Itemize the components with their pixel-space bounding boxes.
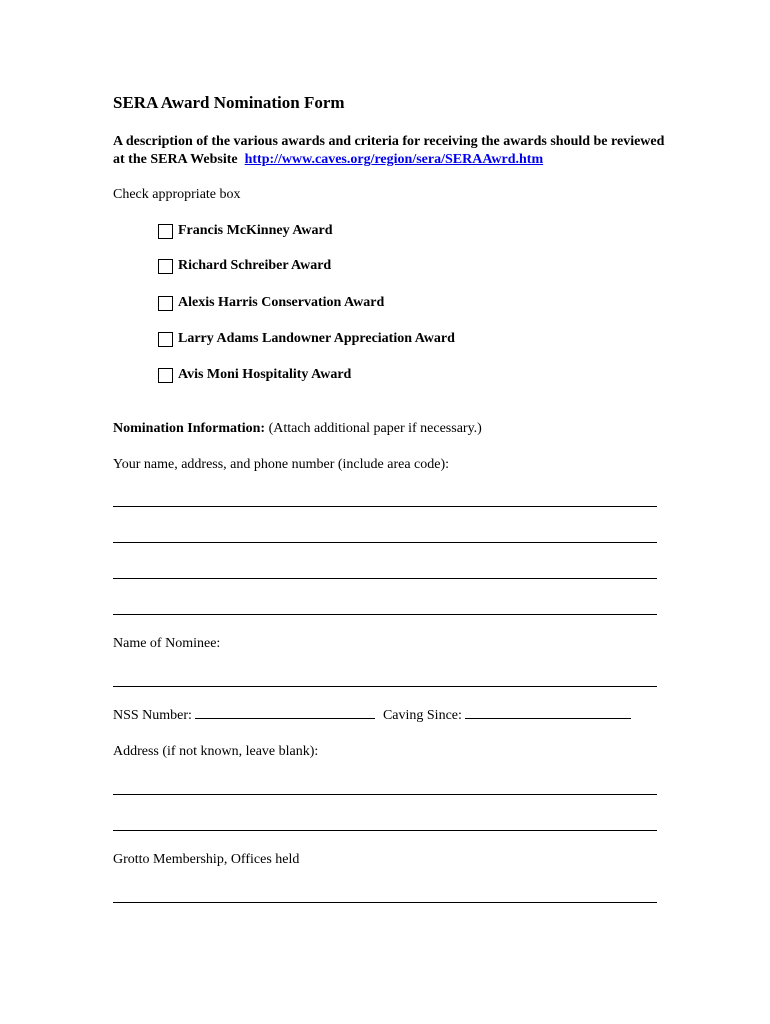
award-option-moni[interactable] xyxy=(158,367,351,383)
checkbox[interactable] xyxy=(158,259,173,274)
award-option-harris[interactable] xyxy=(158,295,384,311)
checkbox[interactable] xyxy=(158,224,173,239)
nomination-info xyxy=(113,421,482,437)
your-info-line-1[interactable] xyxy=(113,506,657,507)
address-line-2[interactable] xyxy=(113,830,657,831)
award-label: Alexis Harris Conservation Award xyxy=(178,295,385,310)
description-text: A description of the various awards and criteria for receiving the awards should be reviewed at the SERA Website xyxy=(113,134,665,167)
nss-number-line[interactable] xyxy=(195,717,375,719)
nss-row xyxy=(113,708,631,724)
nominee-line[interactable] xyxy=(113,686,657,687)
award-label: Francis McKinney Award xyxy=(178,223,333,238)
checkbox[interactable] xyxy=(158,332,173,347)
address-label: Address (if not known, leave blank): xyxy=(113,744,319,759)
caving-since-line[interactable] xyxy=(465,717,631,719)
sera-website-link[interactable]: http://www.caves.org/region/sera/SERAAwrd.htm xyxy=(244,152,544,167)
award-option-adams[interactable] xyxy=(158,331,455,347)
grotto-label: Grotto Membership, Offices held xyxy=(113,852,300,867)
address-line-1[interactable] xyxy=(113,794,657,795)
page-title: SERA Award Nomination Form xyxy=(113,93,345,112)
award-option-mckinney[interactable] xyxy=(158,223,333,239)
nss-label: NSS Number: xyxy=(113,708,192,723)
nomination-info-label: Nomination Information: xyxy=(113,421,266,436)
award-label: Larry Adams Landowner Appreciation Award xyxy=(178,331,455,346)
check-instruction: Check appropriate box xyxy=(113,187,241,202)
grotto-line[interactable] xyxy=(113,902,657,903)
caving-since-label: Caving Since: xyxy=(382,708,462,723)
your-info-line-4[interactable] xyxy=(113,614,657,615)
nominee-label: Name of Nominee: xyxy=(113,636,221,651)
your-info-label: Your name, address, and phone number (include area code): xyxy=(113,457,450,472)
checkbox[interactable] xyxy=(158,296,173,311)
award-option-schreiber[interactable] xyxy=(158,258,331,274)
checkbox[interactable] xyxy=(158,368,173,383)
award-label: Richard Schreiber Award xyxy=(178,258,332,273)
your-info-line-3[interactable] xyxy=(113,578,657,579)
award-description xyxy=(113,133,673,169)
your-info-line-2[interactable] xyxy=(113,542,657,543)
nomination-info-note: (Attach additional paper if necessary.) xyxy=(268,421,482,436)
award-label: Avis Moni Hospitality Award xyxy=(178,367,352,382)
